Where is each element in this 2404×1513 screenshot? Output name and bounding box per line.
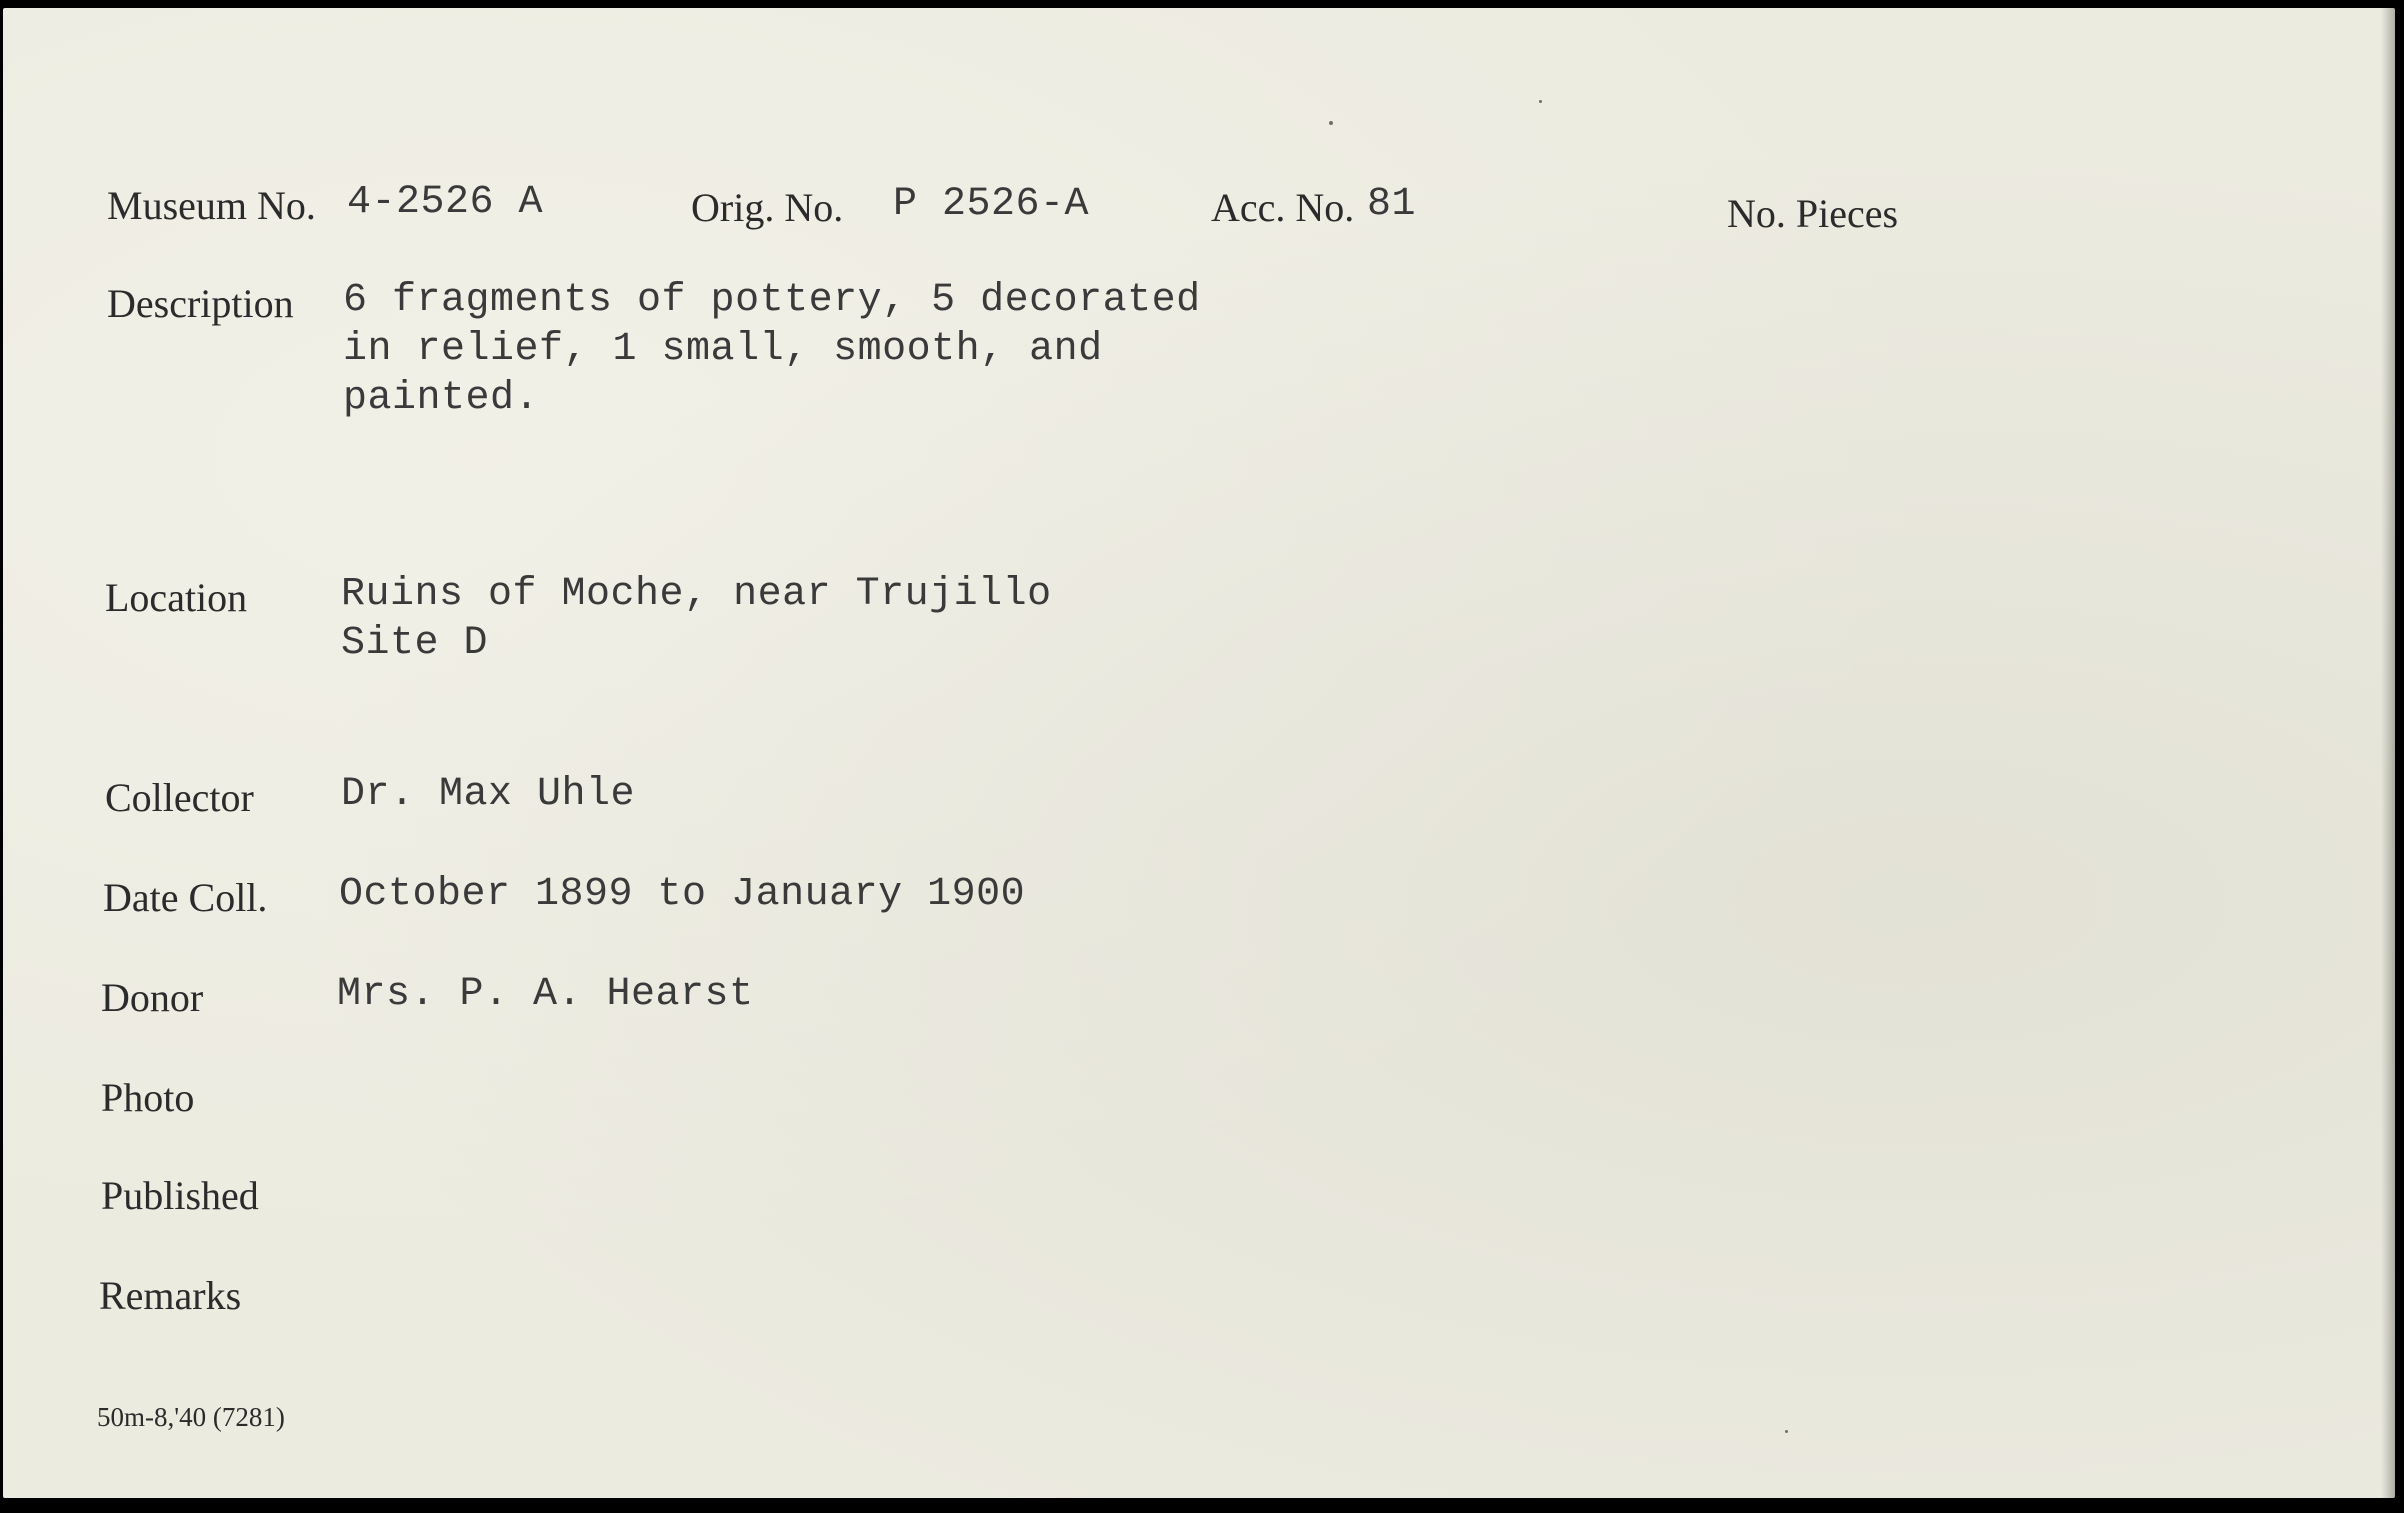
location-line-1: Ruins of Moche, near Trujillo	[341, 572, 1052, 617]
location-line-2: Site D	[341, 621, 489, 666]
museum-no-label: Museum No.	[107, 183, 316, 228]
published-label: Published	[101, 1173, 259, 1218]
ink-speck	[1329, 121, 1333, 125]
card-edge-shadow	[2381, 8, 2395, 1498]
museum-no-value: 4-2526 A	[347, 180, 544, 225]
description-line-1: 6 fragments of pottery, 5 decorated	[343, 278, 1201, 323]
acc-no-value: 81	[1367, 182, 1417, 227]
date-coll-label: Date Coll.	[103, 875, 268, 920]
donor-label: Donor	[101, 975, 204, 1020]
ink-speck	[1539, 100, 1542, 103]
donor-value: Mrs. P. A. Hearst	[337, 972, 754, 1017]
date-coll-value: October 1899 to January 1900	[339, 872, 1026, 917]
remarks-label: Remarks	[99, 1273, 242, 1318]
orig-no-value: P 2526-A	[893, 182, 1090, 227]
no-pieces-label: No. Pieces	[1727, 191, 1899, 236]
ink-speck	[1785, 1430, 1788, 1433]
acc-no-label: Acc. No.	[1211, 185, 1355, 230]
orig-no-label: Orig. No.	[691, 185, 844, 230]
description-line-2: in relief, 1 small, smooth, and	[343, 327, 1103, 372]
description-label: Description	[107, 281, 294, 326]
collector-value: Dr. Max Uhle	[341, 772, 636, 817]
collector-label: Collector	[105, 775, 254, 820]
location-label: Location	[105, 575, 248, 620]
catalog-card	[3, 8, 2395, 1498]
photo-label: Photo	[101, 1075, 195, 1120]
description-line-3: painted.	[343, 376, 540, 421]
print-code: 50m-8,'40 (7281)	[97, 1402, 285, 1432]
